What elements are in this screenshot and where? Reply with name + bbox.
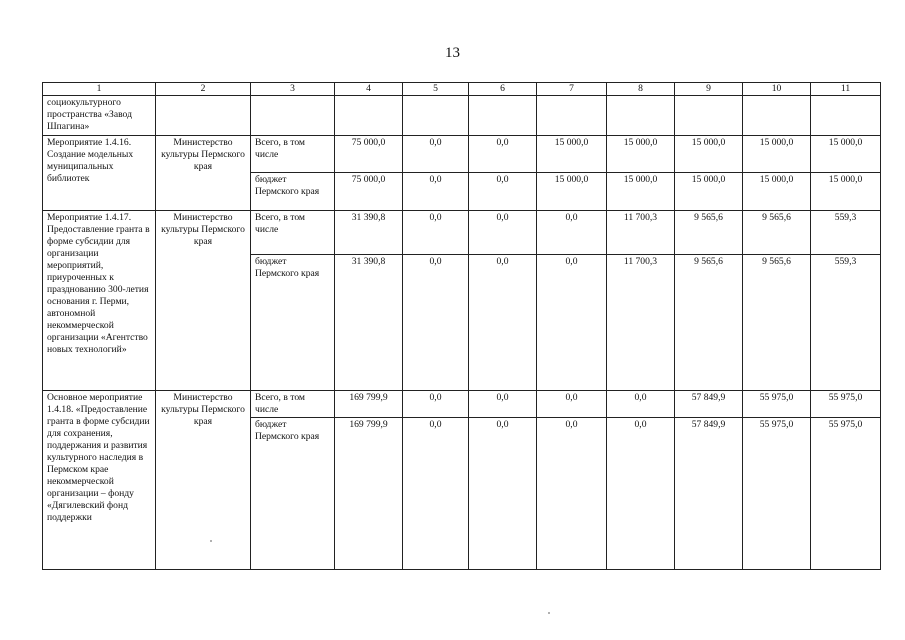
value-cell: 15 000,0 <box>537 136 607 173</box>
value-cell: 0,0 <box>469 391 537 418</box>
column-header: 4 <box>335 83 403 96</box>
value-cell: 0,0 <box>469 255 537 391</box>
value-cell: 0,0 <box>469 211 537 255</box>
value-cell: 0,0 <box>537 255 607 391</box>
column-header: 9 <box>675 83 743 96</box>
scan-artifact <box>210 540 212 542</box>
value-cell: 55 975,0 <box>743 391 811 418</box>
funding-source: бюджет Пермского края <box>251 417 335 569</box>
value-cell: 0,0 <box>469 417 537 569</box>
value-cell: 169 799,9 <box>335 391 403 418</box>
value-cell: 15 000,0 <box>743 173 811 211</box>
column-header: 6 <box>469 83 537 96</box>
value-cell: 9 565,6 <box>675 255 743 391</box>
table-row <box>43 96 881 136</box>
value-cell: 15 000,0 <box>811 173 881 211</box>
column-header: 8 <box>607 83 675 96</box>
value-cell: 15 000,0 <box>675 173 743 211</box>
table-row <box>43 136 881 173</box>
value-cell: 0,0 <box>537 211 607 255</box>
funding-source: бюджет Пермского края <box>251 255 335 391</box>
table-row <box>43 391 881 418</box>
value-cell: 11 700,3 <box>607 255 675 391</box>
column-header: 5 <box>403 83 469 96</box>
value-cell: 11 700,3 <box>607 211 675 255</box>
activity-name: Основное мероприятие 1.4.18. «Предоставление гранта в форме субсидии для сохранения, поддержания и развития культурного наследия в Пермском крае некоммерческой организации – фонду «Дягилевский фонд поддержки <box>43 391 156 570</box>
value-cell: 0,0 <box>403 255 469 391</box>
column-header: 7 <box>537 83 607 96</box>
value-cell: 15 000,0 <box>811 136 881 173</box>
value-cell: 31 390,8 <box>335 211 403 255</box>
value-cell: 9 565,6 <box>675 211 743 255</box>
value-cell: 55 975,0 <box>811 391 881 418</box>
value-cell: 55 975,0 <box>811 417 881 569</box>
column-header: 1 <box>43 83 156 96</box>
funding-source: Всего, в том числе <box>251 391 335 418</box>
activity-name: социокультурного пространства «Завод Шпагина» <box>43 96 156 136</box>
value-cell: 0,0 <box>469 173 537 211</box>
funding-source: Всего, в том числе <box>251 211 335 255</box>
column-header: 10 <box>743 83 811 96</box>
value-cell: 57 849,9 <box>675 391 743 418</box>
value-cell: 0,0 <box>607 417 675 569</box>
column-header: 2 <box>156 83 251 96</box>
ministry-name: Министерство культуры Пермского края <box>156 391 251 570</box>
value-cell: 0,0 <box>403 136 469 173</box>
value-cell: 15 000,0 <box>675 136 743 173</box>
value-cell: 15 000,0 <box>743 136 811 173</box>
value-cell: 55 975,0 <box>743 417 811 569</box>
value-cell: 169 799,9 <box>335 417 403 569</box>
value-cell: 0,0 <box>469 136 537 173</box>
value-cell: 0,0 <box>607 391 675 418</box>
value-cell: 75 000,0 <box>335 136 403 173</box>
funding-source: бюджет Пермского края <box>251 173 335 211</box>
column-header: 3 <box>251 83 335 96</box>
header-row <box>43 83 881 96</box>
value-cell: 0,0 <box>537 417 607 569</box>
value-cell: 9 565,6 <box>743 211 811 255</box>
value-cell: 0,0 <box>403 173 469 211</box>
value-cell: 559,3 <box>811 255 881 391</box>
value-cell: 15 000,0 <box>607 173 675 211</box>
activity-name: Мероприятие 1.4.16. Создание модельных муниципальных библиотек <box>43 136 156 211</box>
value-cell: 31 390,8 <box>335 255 403 391</box>
value-cell: 15 000,0 <box>607 136 675 173</box>
value-cell: 0,0 <box>403 417 469 569</box>
value-cell: 9 565,6 <box>743 255 811 391</box>
funding-source: Всего, в том числе <box>251 136 335 173</box>
budget-table <box>42 82 881 570</box>
scan-artifact <box>548 612 550 614</box>
value-cell: 0,0 <box>403 391 469 418</box>
page-number: 13 <box>445 45 460 61</box>
column-header: 11 <box>811 83 881 96</box>
value-cell: 75 000,0 <box>335 173 403 211</box>
value-cell: 57 849,9 <box>675 417 743 569</box>
value-cell: 559,3 <box>811 211 881 255</box>
value-cell: 0,0 <box>537 391 607 418</box>
ministry-name: Министерство культуры Пермского края <box>156 211 251 391</box>
ministry-name: Министерство культуры Пермского края <box>156 136 251 211</box>
table-row <box>43 211 881 255</box>
activity-name: Мероприятие 1.4.17. Предоставление гранта в форме субсидии для организации мероприятий, приуроченных к празднованию 300-летия основания г. Перми, автономной некоммерческой организации «Агентство новых технологий» <box>43 211 156 391</box>
value-cell: 15 000,0 <box>537 173 607 211</box>
value-cell: 0,0 <box>403 211 469 255</box>
